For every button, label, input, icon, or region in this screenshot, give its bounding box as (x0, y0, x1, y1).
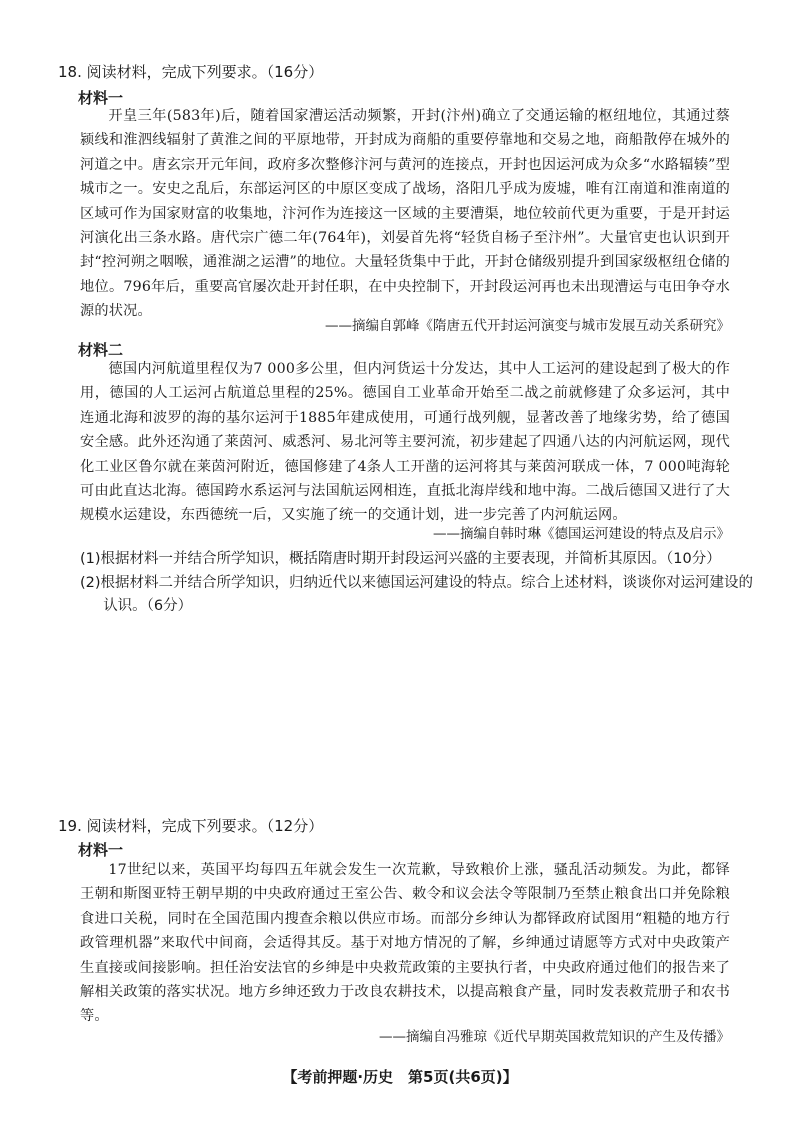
question-19-title: 19. 阅读材料，完成下列要求。（12分） (58, 817, 324, 835)
q19-material1-source: ——摘编自冯雅琼《近代早期英国救荒知识的产生及传播》 (379, 1029, 730, 1045)
q18-material2-label: 材料二 (78, 341, 124, 359)
q18-material2-source: ——摘编自韩时琳《德国运河建设的特点及启示》 (433, 526, 730, 542)
q18-material1-source: ——摘编自郭峰《隋唐五代开封运河演变与城市发展互动关系研究》 (325, 318, 730, 334)
q18-ask-1: (1)根据材料一并结合所学知识，概括隋唐时期开封段运河兴盛的主要表现，并简析其原因。（10分） (80, 551, 721, 567)
q18-material2-text: 德国内河航道里程仅为7 000多公里，但内河货运十分发达，其中人工运河的建设起到了极大的作用，德国的人工运河占航道总里程的25%。德国自工业革命开始至二战之前就修建了众多运河，其中连通北海和波罗的海的基尔运河于1885年建成使用，可通行战列舰，显著改善了地缘劣势，给了德国安全感。此外还沟通了莱茵河、威悉河、易北河等主要河流，初步建起了四通八达的内河航运网，现代化工业区鲁尔就在莱茵河附近，德国修建了4条人工开凿的运河将其与莱茵河联成一体，7 000吨海轮可由此直达北海。德国跨水系运河与法国航运网相连，直抵北海岸线和地中海。二战后德国又进行了大规模水运建设，东西德统一后，又实施了统一的交通计划，进一步完善了内河航运网。 (80, 361, 730, 524)
q19-material1-label: 材料一 (78, 841, 124, 859)
question-18-title: 18. 阅读材料，完成下列要求。（16分） (58, 63, 324, 81)
q18-ask-2: (2)根据材料二并结合所学知识，归纳近代以来德国运河建设的特点。综合上述材料，谈谈你对运河建设的认识。（6分） (80, 575, 754, 614)
q19-material1-text: 17世纪以来，英国平均每四五年就会发生一次荒歉，导致粮价上涨，骚乱活动频发。为此，都铎王朝和斯图亚特王朝早期的中央政府通过王室公告、敕令和议会法令等限制乃至禁止粮食出口并免除粮食进口关税，同时在全国范围内搜查余粮以供应市场。而部分乡绅认为都铎政府试图用“粗糙的地方行政管理机器”来取代中间商，会适得其反。基于对地方情况的了解，乡绅通过请愿等方式对中央政策产生直接或间接影响。担任治安法官的乡绅是中央救荒政策的主要执行者，中央政府通过他们的报告来了解相关政策的落实状况。地方乡绅还致力于改良农耕技术，以提高粮食产量，同时发表救荒册子和农书等。 (80, 862, 730, 1025)
q18-material1-text: 开皇三年(583年)后，随着国家漕运活动频繁，开封(汴州)确立了交通运输的枢纽地位，其通过蔡颍线和淮泗线辐射了黄淮之间的平原地带，开封成为商船的重要停靠地和交易之地，商船散停在城外的河道之中。唐玄宗开元年间，政府多次整修汴河与黄河的连接点，开封也因运河成为众多“水路辐辏”型城市之一。安史之乱后，东部运河区的中原区变成了战场，洛阳几乎成为废墟，唯有江南道和淮南道的区域可作为国家财富的收集地，汴河作为连接这一区域的主要漕渠，地位较前代更为重要，于是开封运河演化出三条水路。唐代宗广德二年(764年)，刘晏首先将“轻货自杨子至汴州”。大量官吏也认识到开封“控河朔之咽喉，通淮湖之运漕”的地位。大量轻货集中于此，开封仓储级别提升到国家级枢纽仓储的地位。796年后，重要高官屡次赴开封任职，在中央控制下，开封段运河再也未出现漕运与屯田争夺水源的状况。 (80, 108, 730, 320)
page-footer: 【考前押题·历史 第5页(共6页)】 (282, 1068, 518, 1086)
q18-material1-label: 材料一 (78, 89, 124, 107)
